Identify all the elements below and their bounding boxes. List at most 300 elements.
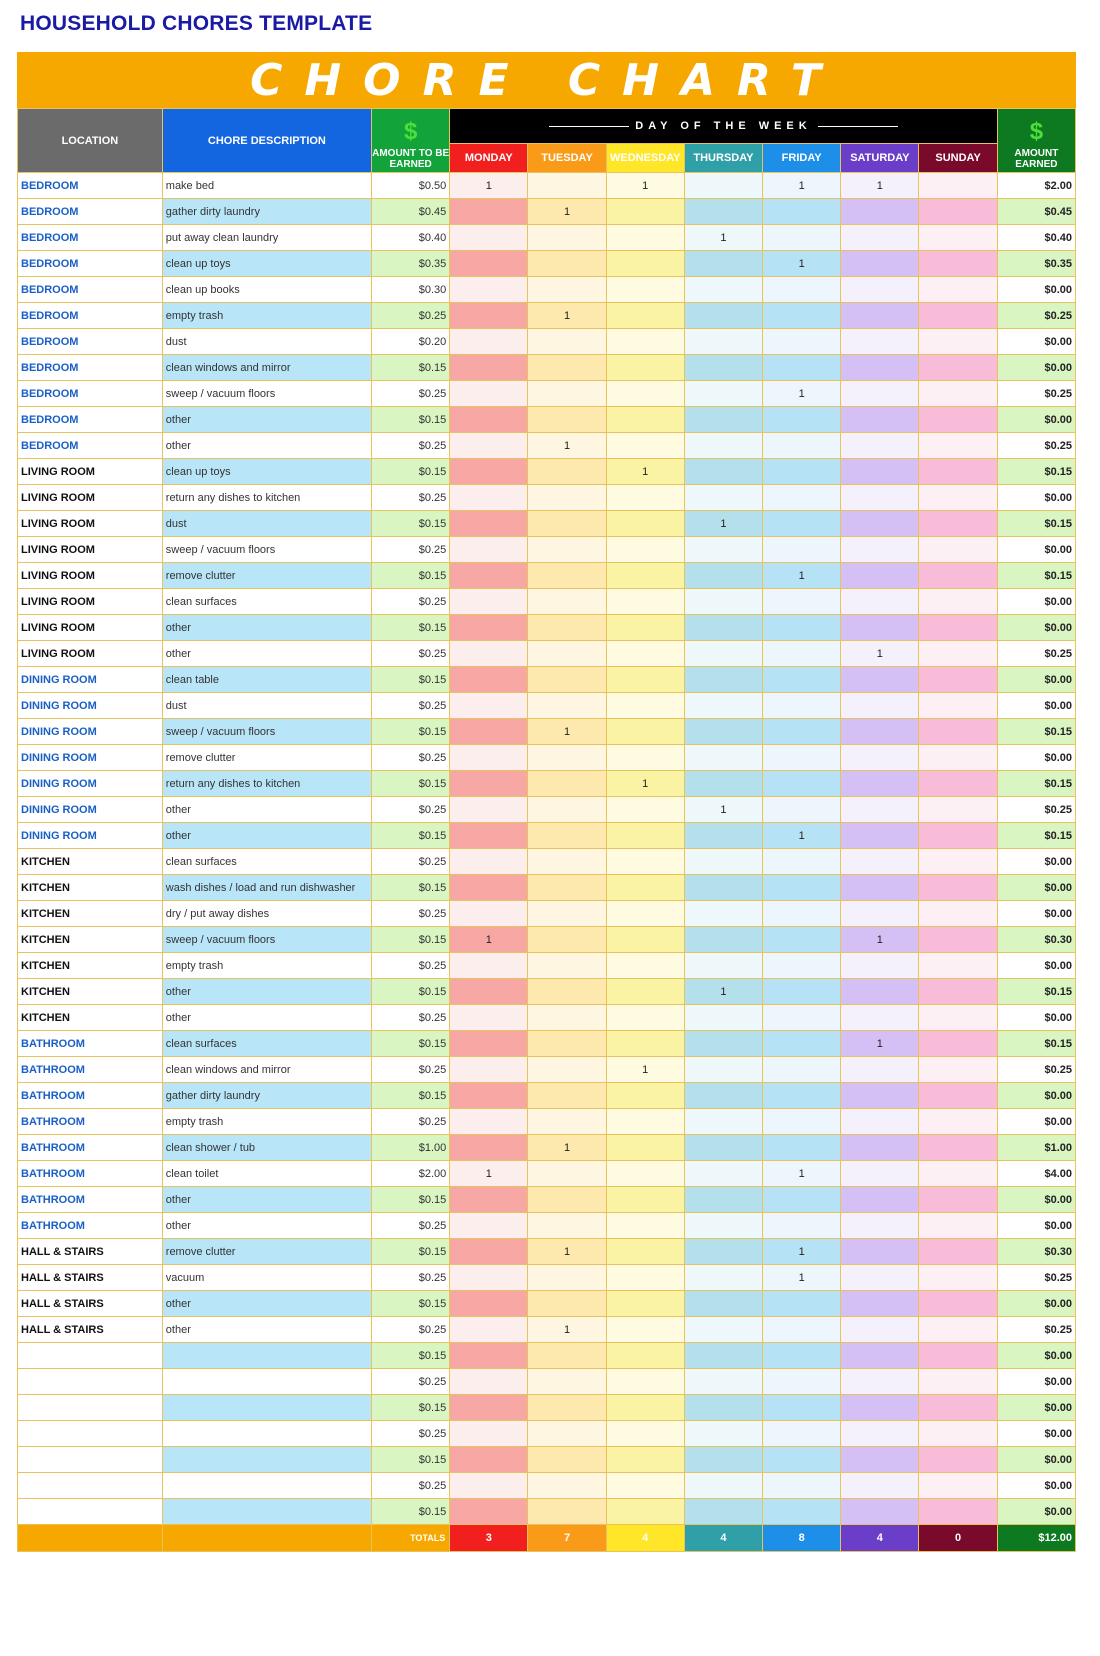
location-cell[interactable]: LIVING ROOM bbox=[18, 485, 163, 511]
chore-description-cell[interactable]: return any dishes to kitchen bbox=[162, 485, 371, 511]
day-check-cell[interactable] bbox=[763, 1109, 841, 1135]
day-check-cell[interactable] bbox=[606, 875, 684, 901]
day-check-cell[interactable] bbox=[450, 1265, 528, 1291]
day-check-cell[interactable] bbox=[841, 719, 919, 745]
amount-cell[interactable]: $0.15 bbox=[372, 667, 450, 693]
day-check-cell[interactable] bbox=[450, 849, 528, 875]
day-check-cell[interactable] bbox=[841, 251, 919, 277]
day-check-cell[interactable] bbox=[763, 901, 841, 927]
day-check-cell[interactable] bbox=[919, 459, 997, 485]
day-check-cell[interactable] bbox=[919, 173, 997, 199]
day-check-cell[interactable] bbox=[763, 693, 841, 719]
chore-description-cell[interactable]: return any dishes to kitchen bbox=[162, 771, 371, 797]
day-check-cell[interactable] bbox=[528, 1187, 606, 1213]
location-cell[interactable]: DINING ROOM bbox=[18, 771, 163, 797]
day-check-cell[interactable] bbox=[841, 1239, 919, 1265]
day-check-cell[interactable] bbox=[919, 745, 997, 771]
amount-cell[interactable]: $1.00 bbox=[372, 1135, 450, 1161]
location-cell[interactable]: BEDROOM bbox=[18, 329, 163, 355]
chore-description-cell[interactable]: clean surfaces bbox=[162, 849, 371, 875]
location-cell[interactable]: DINING ROOM bbox=[18, 667, 163, 693]
day-check-cell[interactable] bbox=[919, 277, 997, 303]
day-check-cell[interactable] bbox=[450, 433, 528, 459]
day-check-cell[interactable] bbox=[841, 1291, 919, 1317]
day-check-cell[interactable] bbox=[919, 1031, 997, 1057]
day-check-cell[interactable] bbox=[606, 797, 684, 823]
amount-cell[interactable]: $0.15 bbox=[372, 823, 450, 849]
day-check-cell[interactable] bbox=[919, 927, 997, 953]
day-check-cell[interactable] bbox=[841, 381, 919, 407]
day-check-cell[interactable] bbox=[528, 277, 606, 303]
amount-cell[interactable]: $0.15 bbox=[372, 1395, 450, 1421]
day-check-cell[interactable] bbox=[684, 849, 762, 875]
location-cell[interactable]: BEDROOM bbox=[18, 303, 163, 329]
day-check-cell[interactable] bbox=[919, 563, 997, 589]
location-cell[interactable]: BATHROOM bbox=[18, 1109, 163, 1135]
day-check-cell[interactable] bbox=[684, 1031, 762, 1057]
day-check-cell[interactable] bbox=[606, 1395, 684, 1421]
chore-description-cell[interactable]: sweep / vacuum floors bbox=[162, 537, 371, 563]
day-check-cell[interactable] bbox=[450, 1317, 528, 1343]
day-check-cell[interactable] bbox=[684, 693, 762, 719]
location-cell[interactable]: KITCHEN bbox=[18, 849, 163, 875]
day-check-cell[interactable] bbox=[450, 979, 528, 1005]
day-check-cell[interactable] bbox=[841, 1369, 919, 1395]
header-day-6[interactable]: SUNDAY bbox=[919, 144, 997, 173]
day-check-cell[interactable] bbox=[528, 1343, 606, 1369]
amount-cell[interactable]: $0.35 bbox=[372, 251, 450, 277]
day-check-cell[interactable] bbox=[919, 849, 997, 875]
day-check-cell[interactable] bbox=[841, 1499, 919, 1525]
location-cell[interactable]: BEDROOM bbox=[18, 355, 163, 381]
amount-cell[interactable]: $0.25 bbox=[372, 1005, 450, 1031]
day-check-cell[interactable] bbox=[763, 225, 841, 251]
day-check-cell[interactable] bbox=[528, 1499, 606, 1525]
day-check-cell[interactable] bbox=[606, 485, 684, 511]
day-check-cell[interactable] bbox=[919, 1473, 997, 1499]
day-check-cell[interactable] bbox=[841, 979, 919, 1005]
day-check-cell[interactable] bbox=[684, 173, 762, 199]
amount-cell[interactable]: $0.15 bbox=[372, 407, 450, 433]
chore-description-cell[interactable]: clean surfaces bbox=[162, 1031, 371, 1057]
day-check-cell[interactable] bbox=[606, 511, 684, 537]
day-check-cell[interactable] bbox=[763, 1395, 841, 1421]
day-check-cell[interactable] bbox=[684, 1239, 762, 1265]
day-check-cell[interactable] bbox=[684, 615, 762, 641]
day-check-cell[interactable]: 1 bbox=[528, 303, 606, 329]
chore-description-cell[interactable]: gather dirty laundry bbox=[162, 199, 371, 225]
day-check-cell[interactable] bbox=[450, 355, 528, 381]
chore-description-cell[interactable] bbox=[162, 1473, 371, 1499]
day-check-cell[interactable] bbox=[606, 1213, 684, 1239]
location-cell[interactable] bbox=[18, 1473, 163, 1499]
chore-description-cell[interactable]: other bbox=[162, 1291, 371, 1317]
day-check-cell[interactable] bbox=[528, 251, 606, 277]
day-check-cell[interactable] bbox=[606, 693, 684, 719]
day-check-cell[interactable]: 1 bbox=[763, 381, 841, 407]
day-check-cell[interactable] bbox=[528, 849, 606, 875]
day-check-cell[interactable] bbox=[841, 407, 919, 433]
day-check-cell[interactable] bbox=[528, 1369, 606, 1395]
location-cell[interactable]: DINING ROOM bbox=[18, 693, 163, 719]
day-check-cell[interactable] bbox=[528, 407, 606, 433]
day-check-cell[interactable] bbox=[919, 1109, 997, 1135]
day-check-cell[interactable] bbox=[763, 1317, 841, 1343]
amount-cell[interactable]: $0.15 bbox=[372, 1083, 450, 1109]
amount-cell[interactable]: $0.25 bbox=[372, 1317, 450, 1343]
amount-cell[interactable]: $0.25 bbox=[372, 1057, 450, 1083]
day-check-cell[interactable] bbox=[450, 1291, 528, 1317]
day-check-cell[interactable] bbox=[919, 1447, 997, 1473]
location-cell[interactable]: HALL & STAIRS bbox=[18, 1317, 163, 1343]
day-check-cell[interactable] bbox=[528, 563, 606, 589]
day-check-cell[interactable] bbox=[450, 303, 528, 329]
day-check-cell[interactable] bbox=[528, 1447, 606, 1473]
day-check-cell[interactable] bbox=[450, 1135, 528, 1161]
amount-cell[interactable]: $0.15 bbox=[372, 771, 450, 797]
day-check-cell[interactable] bbox=[528, 1265, 606, 1291]
header-chore-description[interactable]: CHORE DESCRIPTION bbox=[162, 109, 371, 173]
day-check-cell[interactable] bbox=[763, 329, 841, 355]
chore-description-cell[interactable] bbox=[162, 1395, 371, 1421]
chore-description-cell[interactable]: remove clutter bbox=[162, 1239, 371, 1265]
location-cell[interactable]: HALL & STAIRS bbox=[18, 1265, 163, 1291]
day-check-cell[interactable] bbox=[841, 1317, 919, 1343]
day-check-cell[interactable] bbox=[606, 251, 684, 277]
amount-cell[interactable]: $0.15 bbox=[372, 615, 450, 641]
day-check-cell[interactable] bbox=[606, 615, 684, 641]
day-check-cell[interactable] bbox=[684, 875, 762, 901]
amount-cell[interactable]: $0.15 bbox=[372, 563, 450, 589]
day-check-cell[interactable] bbox=[606, 277, 684, 303]
day-check-cell[interactable] bbox=[450, 1057, 528, 1083]
day-check-cell[interactable] bbox=[528, 797, 606, 823]
day-check-cell[interactable] bbox=[684, 1057, 762, 1083]
day-check-cell[interactable] bbox=[684, 1369, 762, 1395]
day-check-cell[interactable] bbox=[919, 381, 997, 407]
day-check-cell[interactable] bbox=[528, 511, 606, 537]
day-check-cell[interactable] bbox=[841, 537, 919, 563]
day-check-cell[interactable]: 1 bbox=[450, 1161, 528, 1187]
day-check-cell[interactable] bbox=[919, 1369, 997, 1395]
day-check-cell[interactable] bbox=[841, 797, 919, 823]
location-cell[interactable]: BEDROOM bbox=[18, 433, 163, 459]
location-cell[interactable] bbox=[18, 1395, 163, 1421]
day-check-cell[interactable] bbox=[763, 1005, 841, 1031]
day-check-cell[interactable] bbox=[606, 745, 684, 771]
day-check-cell[interactable] bbox=[684, 277, 762, 303]
day-check-cell[interactable] bbox=[763, 719, 841, 745]
day-check-cell[interactable] bbox=[450, 1343, 528, 1369]
location-cell[interactable]: KITCHEN bbox=[18, 875, 163, 901]
day-check-cell[interactable] bbox=[606, 641, 684, 667]
day-check-cell[interactable] bbox=[919, 693, 997, 719]
day-check-cell[interactable] bbox=[763, 1083, 841, 1109]
chore-description-cell[interactable] bbox=[162, 1447, 371, 1473]
day-check-cell[interactable] bbox=[919, 615, 997, 641]
day-check-cell[interactable] bbox=[841, 589, 919, 615]
day-check-cell[interactable] bbox=[919, 979, 997, 1005]
day-check-cell[interactable] bbox=[841, 615, 919, 641]
day-check-cell[interactable] bbox=[763, 303, 841, 329]
day-check-cell[interactable] bbox=[919, 225, 997, 251]
day-check-cell[interactable] bbox=[763, 511, 841, 537]
day-check-cell[interactable] bbox=[450, 381, 528, 407]
day-check-cell[interactable] bbox=[684, 485, 762, 511]
chore-description-cell[interactable]: clean surfaces bbox=[162, 589, 371, 615]
day-check-cell[interactable] bbox=[919, 1083, 997, 1109]
location-cell[interactable]: BEDROOM bbox=[18, 407, 163, 433]
day-check-cell[interactable] bbox=[684, 953, 762, 979]
chore-description-cell[interactable]: other bbox=[162, 407, 371, 433]
day-check-cell[interactable] bbox=[684, 1343, 762, 1369]
header-day-1[interactable]: TUESDAY bbox=[528, 144, 606, 173]
location-cell[interactable]: BEDROOM bbox=[18, 173, 163, 199]
day-check-cell[interactable] bbox=[763, 1135, 841, 1161]
location-cell[interactable]: BATHROOM bbox=[18, 1031, 163, 1057]
day-check-cell[interactable] bbox=[450, 719, 528, 745]
day-check-cell[interactable] bbox=[763, 1213, 841, 1239]
day-check-cell[interactable] bbox=[450, 953, 528, 979]
day-check-cell[interactable] bbox=[763, 199, 841, 225]
location-cell[interactable]: LIVING ROOM bbox=[18, 563, 163, 589]
location-cell[interactable] bbox=[18, 1447, 163, 1473]
day-check-cell[interactable] bbox=[450, 641, 528, 667]
day-check-cell[interactable] bbox=[450, 1499, 528, 1525]
location-cell[interactable]: BATHROOM bbox=[18, 1161, 163, 1187]
location-cell[interactable]: BEDROOM bbox=[18, 225, 163, 251]
day-check-cell[interactable]: 1 bbox=[528, 433, 606, 459]
day-check-cell[interactable] bbox=[606, 537, 684, 563]
day-check-cell[interactable] bbox=[528, 459, 606, 485]
amount-cell[interactable]: $0.15 bbox=[372, 1499, 450, 1525]
amount-cell[interactable]: $0.25 bbox=[372, 1265, 450, 1291]
day-check-cell[interactable] bbox=[841, 1161, 919, 1187]
day-check-cell[interactable]: 1 bbox=[450, 173, 528, 199]
day-check-cell[interactable] bbox=[528, 953, 606, 979]
day-check-cell[interactable]: 1 bbox=[763, 563, 841, 589]
day-check-cell[interactable] bbox=[528, 1473, 606, 1499]
chore-description-cell[interactable] bbox=[162, 1421, 371, 1447]
day-check-cell[interactable] bbox=[450, 1395, 528, 1421]
day-check-cell[interactable] bbox=[763, 1447, 841, 1473]
amount-cell[interactable]: $0.15 bbox=[372, 979, 450, 1005]
amount-cell[interactable]: $2.00 bbox=[372, 1161, 450, 1187]
day-check-cell[interactable] bbox=[841, 953, 919, 979]
amount-cell[interactable]: $0.30 bbox=[372, 277, 450, 303]
day-check-cell[interactable] bbox=[606, 1187, 684, 1213]
location-cell[interactable]: DINING ROOM bbox=[18, 797, 163, 823]
day-check-cell[interactable] bbox=[763, 745, 841, 771]
day-check-cell[interactable] bbox=[919, 771, 997, 797]
day-check-cell[interactable]: 1 bbox=[841, 1031, 919, 1057]
day-check-cell[interactable] bbox=[528, 1109, 606, 1135]
day-check-cell[interactable] bbox=[841, 1473, 919, 1499]
chore-description-cell[interactable]: other bbox=[162, 433, 371, 459]
chore-description-cell[interactable]: clean shower / tub bbox=[162, 1135, 371, 1161]
amount-cell[interactable]: $0.25 bbox=[372, 953, 450, 979]
day-check-cell[interactable] bbox=[606, 381, 684, 407]
day-check-cell[interactable] bbox=[606, 303, 684, 329]
location-cell[interactable]: LIVING ROOM bbox=[18, 589, 163, 615]
day-check-cell[interactable] bbox=[763, 615, 841, 641]
day-check-cell[interactable]: 1 bbox=[528, 1239, 606, 1265]
header-day-0[interactable]: MONDAY bbox=[450, 144, 528, 173]
day-check-cell[interactable] bbox=[450, 667, 528, 693]
day-check-cell[interactable] bbox=[919, 719, 997, 745]
day-check-cell[interactable] bbox=[606, 1291, 684, 1317]
location-cell[interactable]: KITCHEN bbox=[18, 979, 163, 1005]
amount-cell[interactable]: $0.15 bbox=[372, 875, 450, 901]
day-check-cell[interactable] bbox=[841, 563, 919, 589]
day-check-cell[interactable] bbox=[450, 693, 528, 719]
location-cell[interactable]: BATHROOM bbox=[18, 1213, 163, 1239]
day-check-cell[interactable] bbox=[763, 1291, 841, 1317]
day-check-cell[interactable] bbox=[841, 667, 919, 693]
day-check-cell[interactable] bbox=[841, 745, 919, 771]
day-check-cell[interactable] bbox=[919, 1395, 997, 1421]
day-check-cell[interactable] bbox=[528, 1395, 606, 1421]
day-check-cell[interactable] bbox=[763, 953, 841, 979]
day-check-cell[interactable] bbox=[684, 1317, 762, 1343]
day-check-cell[interactable] bbox=[684, 1135, 762, 1161]
amount-cell[interactable]: $0.50 bbox=[372, 173, 450, 199]
chore-description-cell[interactable] bbox=[162, 1343, 371, 1369]
day-check-cell[interactable] bbox=[763, 485, 841, 511]
chore-description-cell[interactable]: empty trash bbox=[162, 303, 371, 329]
day-check-cell[interactable] bbox=[684, 1395, 762, 1421]
day-check-cell[interactable] bbox=[606, 589, 684, 615]
day-check-cell[interactable] bbox=[684, 329, 762, 355]
day-check-cell[interactable] bbox=[919, 355, 997, 381]
day-check-cell[interactable] bbox=[528, 1031, 606, 1057]
chore-description-cell[interactable]: empty trash bbox=[162, 1109, 371, 1135]
day-check-cell[interactable] bbox=[450, 615, 528, 641]
location-cell[interactable]: BEDROOM bbox=[18, 381, 163, 407]
day-check-cell[interactable] bbox=[684, 1447, 762, 1473]
day-check-cell[interactable] bbox=[684, 381, 762, 407]
day-check-cell[interactable] bbox=[841, 901, 919, 927]
day-check-cell[interactable] bbox=[606, 329, 684, 355]
day-check-cell[interactable] bbox=[528, 615, 606, 641]
day-check-cell[interactable]: 1 bbox=[684, 225, 762, 251]
day-check-cell[interactable]: 1 bbox=[606, 771, 684, 797]
location-cell[interactable]: BATHROOM bbox=[18, 1057, 163, 1083]
day-check-cell[interactable] bbox=[528, 485, 606, 511]
day-check-cell[interactable] bbox=[450, 459, 528, 485]
day-check-cell[interactable] bbox=[684, 745, 762, 771]
amount-cell[interactable]: $0.25 bbox=[372, 537, 450, 563]
amount-cell[interactable]: $0.25 bbox=[372, 433, 450, 459]
day-check-cell[interactable] bbox=[606, 719, 684, 745]
day-check-cell[interactable] bbox=[919, 667, 997, 693]
day-check-cell[interactable] bbox=[606, 1421, 684, 1447]
day-check-cell[interactable]: 1 bbox=[763, 1239, 841, 1265]
day-check-cell[interactable] bbox=[763, 667, 841, 693]
day-check-cell[interactable]: 1 bbox=[841, 173, 919, 199]
day-check-cell[interactable] bbox=[450, 1109, 528, 1135]
day-check-cell[interactable] bbox=[450, 407, 528, 433]
day-check-cell[interactable] bbox=[606, 979, 684, 1005]
location-cell[interactable]: LIVING ROOM bbox=[18, 511, 163, 537]
day-check-cell[interactable] bbox=[528, 1083, 606, 1109]
day-check-cell[interactable] bbox=[528, 1161, 606, 1187]
chore-description-cell[interactable]: dust bbox=[162, 329, 371, 355]
day-check-cell[interactable] bbox=[528, 1421, 606, 1447]
day-check-cell[interactable] bbox=[606, 1135, 684, 1161]
day-check-cell[interactable] bbox=[684, 589, 762, 615]
day-check-cell[interactable] bbox=[450, 875, 528, 901]
amount-cell[interactable]: $0.45 bbox=[372, 199, 450, 225]
day-check-cell[interactable] bbox=[528, 875, 606, 901]
location-cell[interactable]: LIVING ROOM bbox=[18, 615, 163, 641]
day-check-cell[interactable]: 1 bbox=[763, 251, 841, 277]
chore-description-cell[interactable]: other bbox=[162, 641, 371, 667]
chore-description-cell[interactable]: remove clutter bbox=[162, 745, 371, 771]
day-check-cell[interactable] bbox=[919, 1135, 997, 1161]
amount-cell[interactable]: $0.15 bbox=[372, 719, 450, 745]
amount-cell[interactable]: $0.15 bbox=[372, 459, 450, 485]
day-check-cell[interactable] bbox=[450, 563, 528, 589]
amount-cell[interactable]: $0.25 bbox=[372, 1213, 450, 1239]
day-check-cell[interactable] bbox=[684, 459, 762, 485]
chore-description-cell[interactable]: clean table bbox=[162, 667, 371, 693]
amount-cell[interactable]: $0.15 bbox=[372, 1343, 450, 1369]
day-check-cell[interactable] bbox=[606, 1083, 684, 1109]
day-check-cell[interactable] bbox=[684, 771, 762, 797]
day-check-cell[interactable] bbox=[450, 251, 528, 277]
day-check-cell[interactable] bbox=[919, 433, 997, 459]
day-check-cell[interactable] bbox=[919, 1213, 997, 1239]
day-check-cell[interactable] bbox=[606, 1031, 684, 1057]
chore-description-cell[interactable]: clean up toys bbox=[162, 251, 371, 277]
day-check-cell[interactable] bbox=[450, 1421, 528, 1447]
day-check-cell[interactable]: 1 bbox=[528, 1317, 606, 1343]
day-check-cell[interactable] bbox=[684, 355, 762, 381]
day-check-cell[interactable] bbox=[919, 329, 997, 355]
amount-cell[interactable]: $0.25 bbox=[372, 381, 450, 407]
day-check-cell[interactable] bbox=[528, 1291, 606, 1317]
day-check-cell[interactable] bbox=[684, 641, 762, 667]
day-check-cell[interactable] bbox=[841, 329, 919, 355]
day-check-cell[interactable]: 1 bbox=[841, 927, 919, 953]
day-check-cell[interactable]: 1 bbox=[763, 173, 841, 199]
day-check-cell[interactable] bbox=[763, 641, 841, 667]
day-check-cell[interactable] bbox=[841, 199, 919, 225]
day-check-cell[interactable]: 1 bbox=[684, 979, 762, 1005]
day-check-cell[interactable] bbox=[528, 173, 606, 199]
day-check-cell[interactable] bbox=[841, 355, 919, 381]
day-check-cell[interactable] bbox=[684, 537, 762, 563]
day-check-cell[interactable] bbox=[528, 1057, 606, 1083]
day-check-cell[interactable] bbox=[841, 1265, 919, 1291]
day-check-cell[interactable] bbox=[684, 1421, 762, 1447]
chore-description-cell[interactable]: clean windows and mirror bbox=[162, 355, 371, 381]
day-check-cell[interactable] bbox=[684, 1473, 762, 1499]
header-day-3[interactable]: THURSDAY bbox=[684, 144, 762, 173]
day-check-cell[interactable] bbox=[919, 1317, 997, 1343]
location-cell[interactable]: KITCHEN bbox=[18, 1005, 163, 1031]
header-location[interactable]: LOCATION bbox=[18, 109, 163, 173]
location-cell[interactable]: LIVING ROOM bbox=[18, 459, 163, 485]
day-check-cell[interactable] bbox=[841, 277, 919, 303]
header-amount-earned[interactable] bbox=[997, 109, 1075, 173]
day-check-cell[interactable] bbox=[763, 589, 841, 615]
header-day-2[interactable]: WEDNESDAY bbox=[606, 144, 684, 173]
chore-description-cell[interactable] bbox=[162, 1369, 371, 1395]
day-check-cell[interactable] bbox=[528, 329, 606, 355]
chore-description-cell[interactable]: sweep / vacuum floors bbox=[162, 927, 371, 953]
